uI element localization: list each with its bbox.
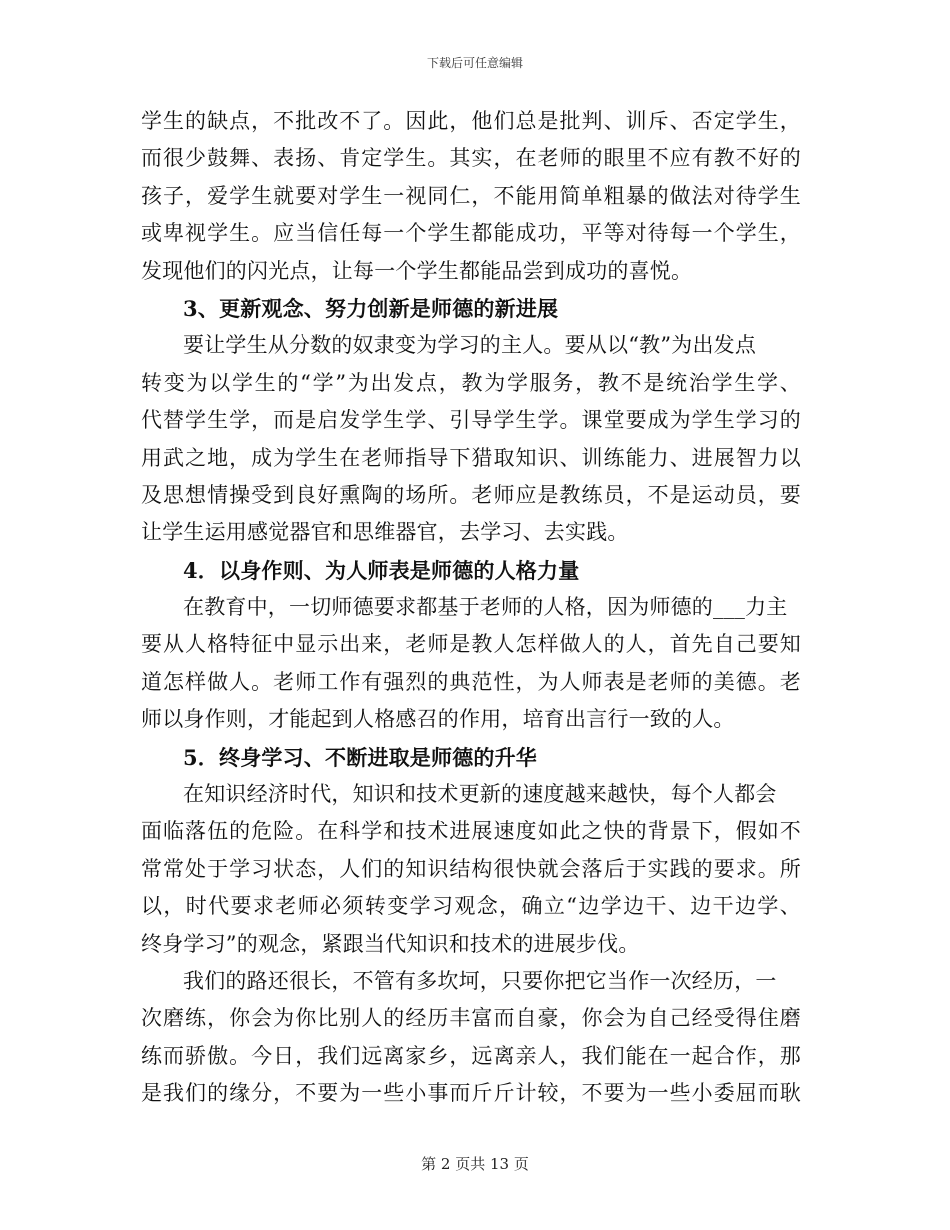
paragraph-line: 代替学生学，而是启发学生学、引导学生学。课堂要成为学生学习的 [141,408,801,433]
paragraph-line: 终身学习”的观念，紧跟当代知识和技术的进展步伐。 [141,931,640,956]
paragraph-line: 练而骄傲。今日，我们远离家乡，远离亲人，我们能在一起合作，那 [141,1043,801,1068]
paragraph-line: 在知识经济时代，知识和技术更新的速度越来越快，每个人都会 [183,782,777,807]
paragraph-line: 让学生运用感觉器官和思维器官，去学习、去实践。 [141,520,629,545]
paragraph-line: 是我们的缘分，不要为一些小事而斤斤计较，不要为一些小委屈而耿 [141,1081,801,1106]
paragraph-line: 孩子，爱学生就要对学生一视同仁，不能用简单粗暴的做法对待学生 [141,183,801,208]
paragraph-line: 学生的缺点，不批改不了。因此，他们总是批判、训斥、否定学生， [141,109,801,133]
paragraph-line: 要让学生从分数的奴隶变为学习的主人。要从以“教”为出发点 [183,333,757,358]
paragraph-line: 师以身作则，才能起到人格感召的作用，培育出言行一致的人。 [141,707,735,732]
paragraph-line: 要从人格特征中显示出来，老师是教人怎样做人的人，首先自己要知 [141,632,801,657]
section-heading: 5．终身学习、不断进取是师德的升华 [183,744,538,770]
page-header: 下载后可任意编辑 [426,56,523,70]
paragraph-line: 道怎样做人。老师工作有强烈的典范性，为人师表是老师的美德。老 [141,669,801,694]
paragraph-line: 面临落伍的危险。在科学和技术进展速度如此之快的背景下，假如不 [141,819,801,844]
paragraph-line: 或卑视学生。应当信任每一个学生都能成功，平等对待每一个学生， [141,221,801,246]
paragraph-line: 次磨练，你会为你比别人的经历丰富而自豪，你会为自己经受得住磨 [141,1006,801,1031]
paragraph-line: 用武之地，成为学生在老师指导下猎取知识、训练能力、进展智力以 [141,445,801,470]
paragraph-line: 而很少鼓舞、表扬、肯定学生。其实，在老师的眼里不应有教不好的 [141,146,801,171]
paragraph-line: 转变为以学生的“学”为出发点，教为学服务，教不是统治学生学、 [141,370,801,395]
section-heading: 4．以身作则、为人师表是师德的人格力量 [183,557,580,583]
paragraph-line: 我们的路还很长，不管有多坎坷，只要你把它当作一次经历，一 [183,968,777,993]
document-body [141,103,801,1113]
paragraph-line: 及思想情操受到良好熏陶的场所。老师应是教练员，不是运动员，要 [141,482,801,507]
paragraph-line: 在教育中，一切师德要求都基于老师的人格，因为师德的___力主 [183,595,788,620]
section-heading: 3、更新观念、努力创新是师德的新进展 [183,295,559,321]
page-footer: 第 2 页共 13 页 [421,1155,529,1173]
paragraph-line: 常常处于学习状态，人们的知识结构很快就会落后于实践的要求。所 [141,856,801,881]
paragraph-line: 以，时代要求老师必须转变学习观念，确立“边学边干、边干边学、 [141,894,801,919]
paragraph-line: 发现他们的闪光点，让每一个学生都能品尝到成功的喜悦。 [141,258,693,283]
